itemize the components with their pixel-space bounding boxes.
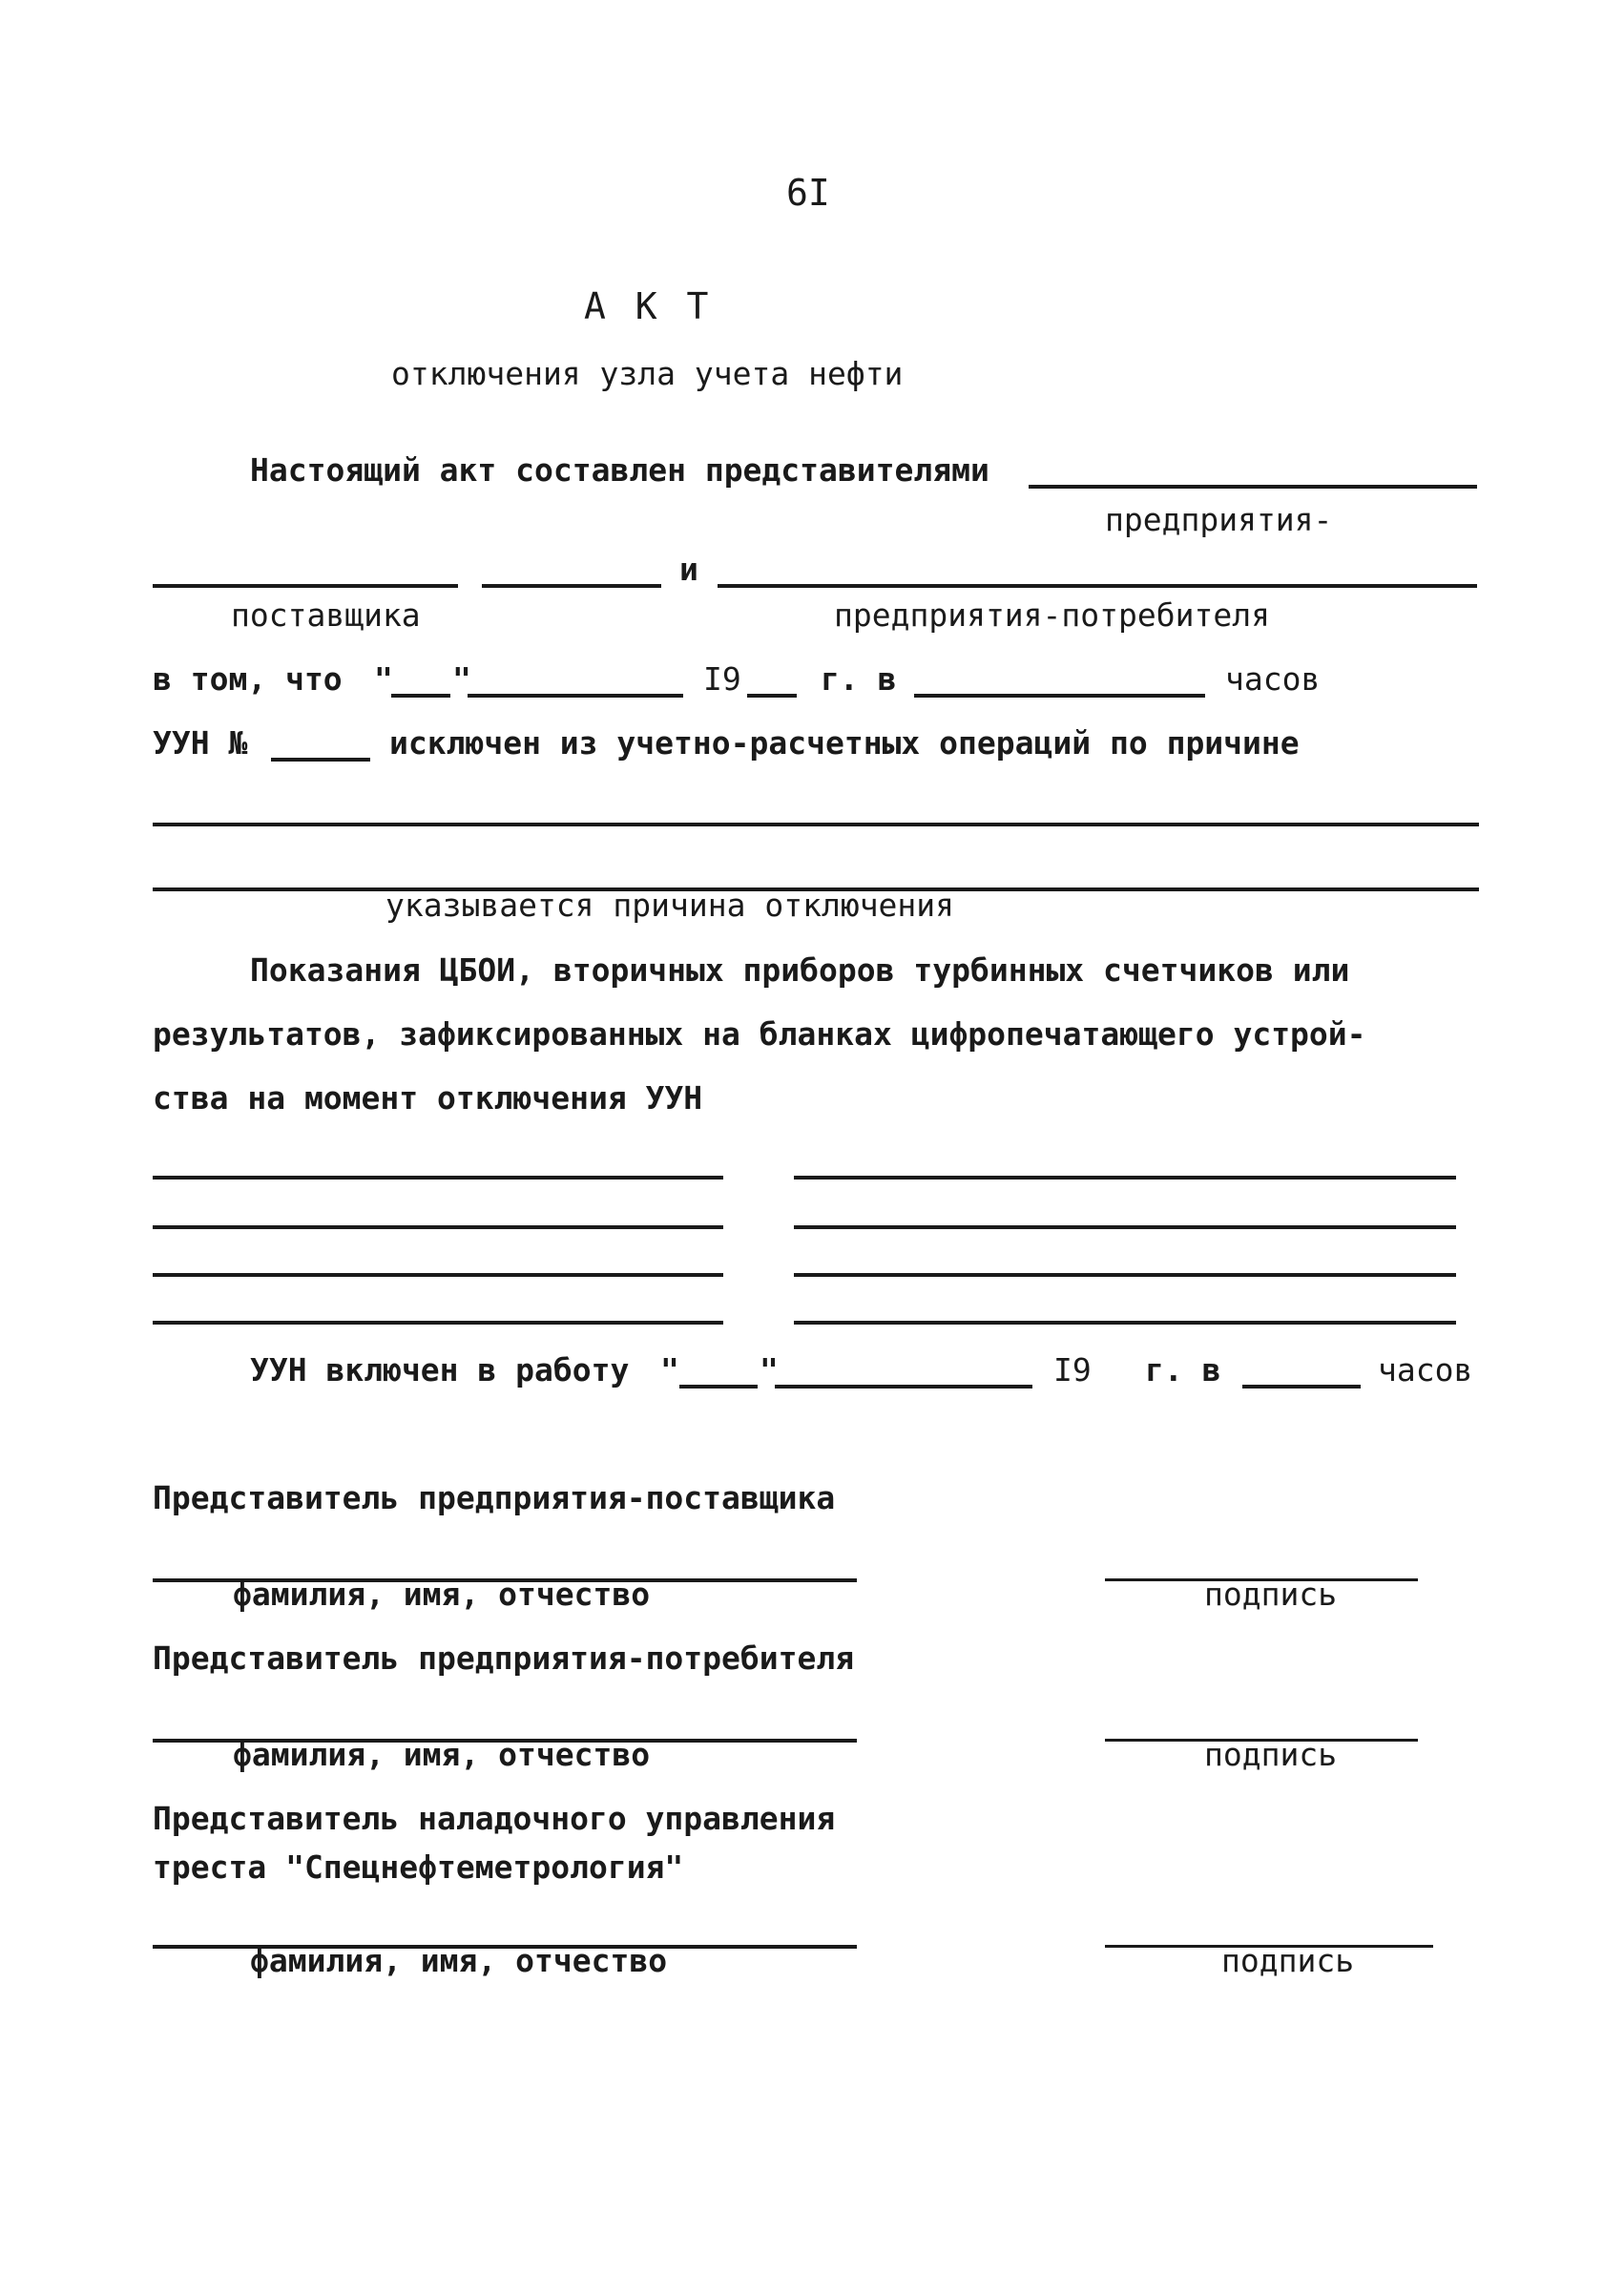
setup-sign-caption: подпись [1221, 1942, 1355, 1979]
document-subtitle: отключения узла учета нефти [391, 355, 904, 392]
enabled-year: I9 [1053, 1351, 1092, 1389]
supplier-sign-caption: подпись [1204, 1576, 1338, 1613]
readings-line-1: Показания ЦБОИ, вторичных приборов турбинных счетчиков или [250, 951, 1350, 989]
page-number: 6I [786, 172, 830, 214]
uun-text: исключен из учетно-расчетных операций по причине [389, 724, 1300, 762]
reason-field-1[interactable] [153, 823, 1479, 826]
date-prefix: в том, что [153, 660, 343, 698]
enabled-g-v: г. в [1145, 1351, 1221, 1389]
reading-right-3[interactable] [794, 1273, 1456, 1277]
signature-title-consumer: Представитель предприятия-потребителя [153, 1639, 855, 1677]
consumer-field[interactable] [718, 584, 1477, 588]
enterprise-label: предприятия- [1105, 501, 1333, 538]
enabled-hours-label: часов [1378, 1351, 1473, 1389]
intro-line: Настоящий акт составлен представителями [250, 451, 989, 489]
consumer-fio-caption: фамилия, имя, отчество [233, 1736, 651, 1773]
reading-right-1[interactable] [794, 1176, 1456, 1180]
quote-close: " [452, 660, 471, 698]
supplier-field-a[interactable] [153, 584, 458, 588]
enabled-prefix: УУН включен в работу [250, 1351, 630, 1389]
quote-open: " [374, 660, 393, 698]
uun-prefix: УУН № [153, 724, 248, 762]
signature-title-setup-2: треста "Спецнефтеметрология" [153, 1848, 684, 1886]
enabled-month-field[interactable] [775, 1385, 1032, 1389]
day-field[interactable] [391, 694, 450, 698]
reading-right-2[interactable] [794, 1225, 1456, 1229]
g-v-label: г. в [821, 660, 897, 698]
enterprise-supplier-field[interactable] [1029, 485, 1477, 489]
reason-caption: указывается причина отключения [385, 887, 955, 924]
reading-left-4[interactable] [153, 1321, 723, 1325]
supplier-fio-caption: фамилия, имя, отчество [233, 1576, 651, 1613]
signature-title-supplier: Представитель предприятия-поставщика [153, 1479, 836, 1516]
hours-field[interactable] [914, 694, 1205, 698]
conjunction: и [679, 551, 698, 588]
supplier-field-b[interactable] [482, 584, 661, 588]
enabled-hours-field[interactable] [1242, 1385, 1361, 1389]
quote-open-2: " [660, 1351, 679, 1389]
setup-fio-caption: фамилия, имя, отчество [250, 1942, 668, 1979]
uun-number-field[interactable] [271, 758, 370, 762]
consumer-label: предприятия-потребителя [834, 596, 1270, 634]
signature-title-setup-1: Представитель наладочного управления [153, 1800, 836, 1837]
reading-left-2[interactable] [153, 1225, 723, 1229]
supplier-label: поставщика [231, 596, 421, 634]
reading-right-4[interactable] [794, 1321, 1456, 1325]
year-prefix: I9 [703, 660, 741, 698]
month-field[interactable] [468, 694, 683, 698]
enabled-day-field[interactable] [679, 1385, 758, 1389]
readings-line-2: результатов, зафиксированных на бланках цифропечатающего устрой- [153, 1015, 1366, 1053]
document-title: А К Т [584, 285, 713, 327]
year-field[interactable] [747, 694, 797, 698]
reading-left-1[interactable] [153, 1176, 723, 1180]
quote-close-2: " [760, 1351, 779, 1389]
consumer-sign-caption: подпись [1204, 1736, 1338, 1773]
hours-label: часов [1225, 660, 1321, 698]
reading-left-3[interactable] [153, 1273, 723, 1277]
readings-line-3: ства на момент отключения УУН [153, 1079, 703, 1117]
